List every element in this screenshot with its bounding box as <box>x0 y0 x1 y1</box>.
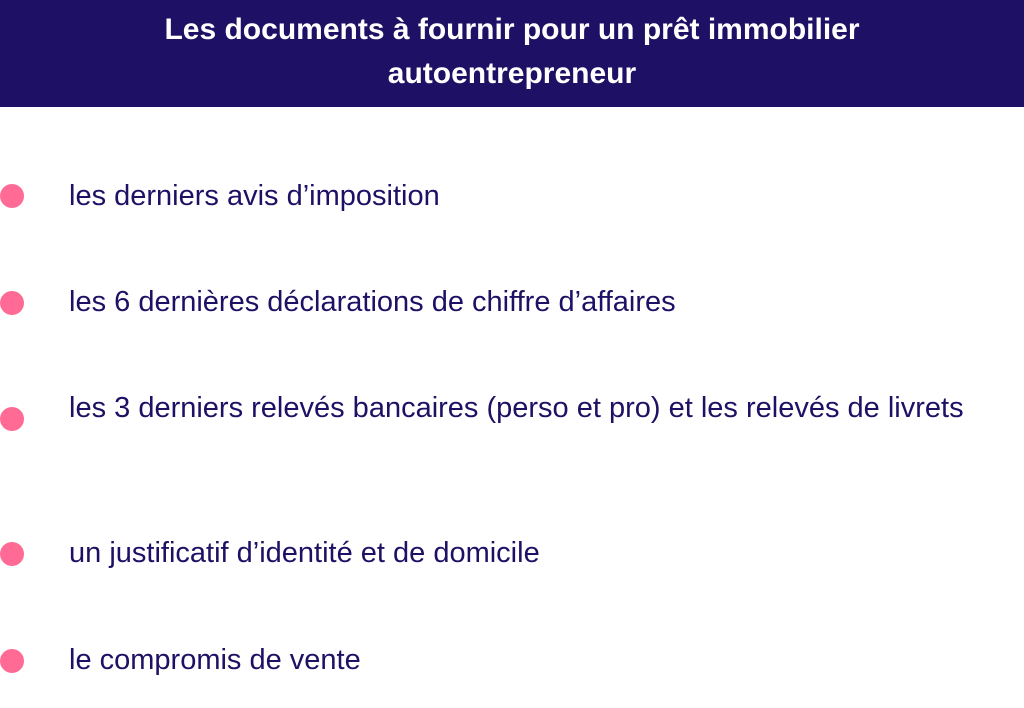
bullet-dot-icon <box>0 184 24 208</box>
page-title: Les documents à fournir pour un prêt immobilier autoentrepreneur <box>164 12 860 90</box>
list-item-text: les 6 dernières déclarations de chiffre d’affaires <box>69 286 676 318</box>
bullet-dot-icon <box>0 649 24 673</box>
header-banner <box>0 0 1024 107</box>
list-item-text: un justificatif d’identité et de domicile <box>69 537 540 569</box>
bullet-dot-icon <box>0 542 24 566</box>
list-item-text: les derniers avis d’imposition <box>69 180 440 212</box>
bullet-dot-icon <box>0 291 24 315</box>
list-item-text: le compromis de vente <box>69 644 361 676</box>
list-item-text: les 3 derniers relevés bancaires (perso et pro) et les relevés de livrets <box>69 392 964 424</box>
bullet-dot-icon <box>0 407 24 431</box>
